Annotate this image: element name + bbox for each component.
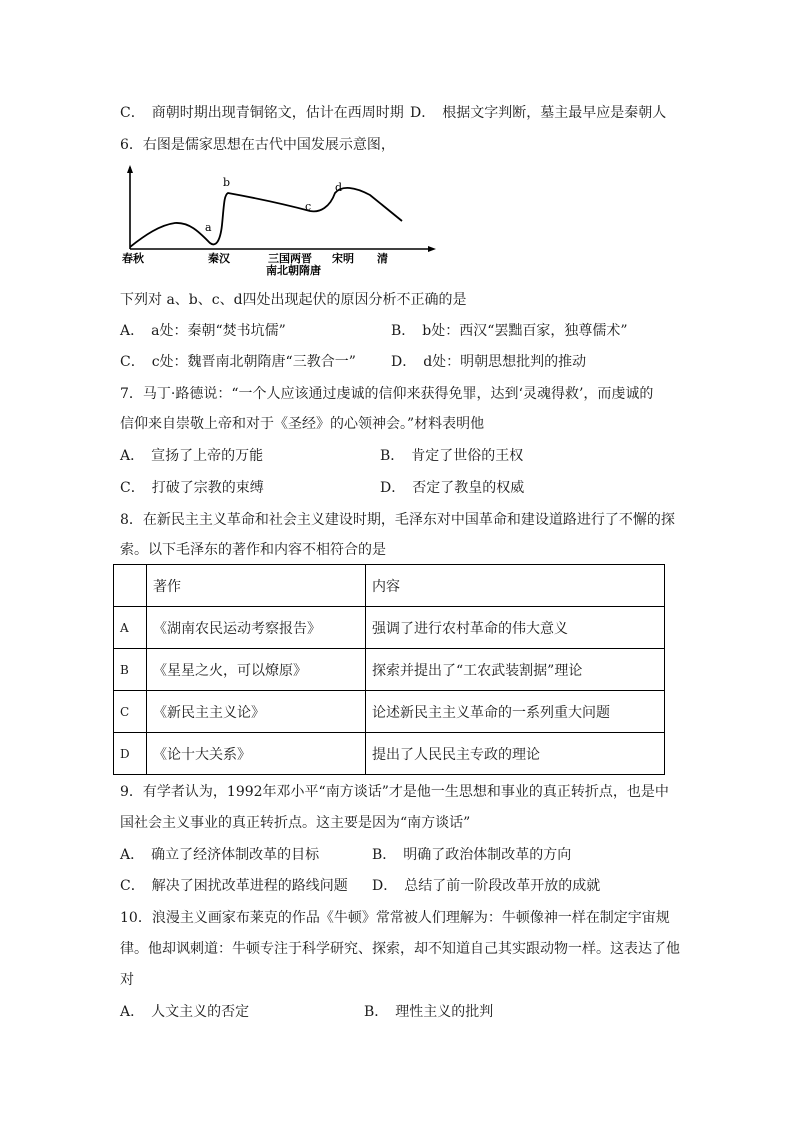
q7-line-1: 7．马丁·路德说：“一个人应该通过虔诚的信仰来获得免罪，达到‘灵魂得救’，而虔诚的 bbox=[120, 386, 654, 402]
q9-option-c: C． 解决了困扰改革进程的路线问题 bbox=[120, 878, 348, 894]
works-content-table bbox=[113, 564, 665, 775]
point-label-d: d bbox=[335, 181, 343, 194]
confucianism-development-chart bbox=[120, 165, 440, 280]
table-row bbox=[114, 691, 665, 733]
period-label: 三国两晋 bbox=[268, 252, 312, 265]
table-cell-work: 《论十大关系》 bbox=[147, 733, 366, 775]
table-row bbox=[114, 607, 665, 649]
period-label: 宋明 bbox=[332, 252, 354, 265]
point-label-b: b bbox=[223, 176, 231, 189]
q7-line-2: 信仰来自崇敬上帝和对于《圣经》的心领神会。”材料表明他 bbox=[120, 416, 485, 432]
q9-line-2: 国社会主义事业的真正转折点。这主要是因为“南方谈话” bbox=[120, 815, 471, 831]
q9-option-b: B． 明确了政治体制改革的方向 bbox=[372, 847, 572, 863]
table-cell-option: C bbox=[114, 691, 147, 733]
q5-option-c: C． 商朝时期出现青铜铭文，估计在西周时期 bbox=[120, 105, 404, 121]
q10-line-3: 对 bbox=[120, 972, 134, 988]
table-cell-content: 探索并提出了“工农武装割据”理论 bbox=[366, 649, 665, 691]
q6-option-b: B． b处：西汉“罢黜百家，独尊儒术” bbox=[391, 323, 628, 339]
q7-option-c: C． 打破了宗教的束缚 bbox=[120, 480, 264, 496]
q8-line-2: 索。以下毛泽东的著作和内容不相符合的是 bbox=[120, 542, 386, 558]
q6-option-d: D． d处：明朝思想批判的推动 bbox=[391, 354, 587, 370]
q10-line-1: 10．浪漫主义画家布莱克的作品《牛顿》常常被人们理解为：牛顿像神一样在制定宇宙规 bbox=[120, 910, 670, 926]
q10-line-2: 律。他却讽刺道：牛顿专注于科学研究、探索，却不知道自己其实跟动物一样。这表达了他 bbox=[120, 941, 680, 957]
q6-option-c: C． c处：魏晋南北朝隋唐“三教合一” bbox=[120, 354, 356, 370]
table-header-cell: 内容 bbox=[366, 565, 665, 607]
period-label: 清 bbox=[377, 252, 388, 265]
q9-option-a: A． 确立了经济体制改革的目标 bbox=[120, 847, 320, 863]
q10-option-a: A． 人文主义的否定 bbox=[120, 1004, 250, 1020]
table-cell-content: 提出了人民民主专政的理论 bbox=[366, 733, 665, 775]
table-header-row bbox=[114, 565, 665, 607]
x-axis-arrow bbox=[428, 246, 436, 252]
q9-option-d: D． 总结了前一阶段改革开放的成就 bbox=[372, 878, 601, 894]
table-cell-option: D bbox=[114, 733, 147, 775]
q7-option-a: A． 宣扬了上帝的万能 bbox=[120, 448, 264, 464]
table-cell-content: 论述新民主主义革命的一系列重大问题 bbox=[366, 691, 665, 733]
table-row bbox=[114, 733, 665, 775]
point-label-a: a bbox=[205, 221, 212, 234]
q6-stem: 6．右图是儒家思想在古代中国发展示意图， bbox=[120, 137, 395, 153]
table-cell-work: 《星星之火，可以燎原》 bbox=[147, 649, 366, 691]
point-label-c: c bbox=[305, 200, 312, 213]
q7-option-d: D． 否定了教皇的权威 bbox=[380, 480, 525, 496]
table-cell-content: 强调了进行农村革命的伟大意义 bbox=[366, 607, 665, 649]
q10-option-b: B． 理性主义的批判 bbox=[364, 1004, 494, 1020]
table-cell-work: 《新民主主义论》 bbox=[147, 691, 366, 733]
table-header-cell: 著作 bbox=[147, 565, 366, 607]
development-curve bbox=[130, 188, 402, 247]
q7-option-b: B． 肯定了世俗的王权 bbox=[380, 448, 524, 464]
table-cell-work: 《湖南农民运动考察报告》 bbox=[147, 607, 366, 649]
table-cell-option: A bbox=[114, 607, 147, 649]
q8-line-1: 8．在新民主主义革命和社会主义建设时期，毛泽东对中国革命和建设道路进行了不懈的探 bbox=[120, 512, 675, 528]
q6-option-a: A． a处：秦朝“焚书坑儒” bbox=[120, 323, 286, 339]
table-row bbox=[114, 649, 665, 691]
period-label: 春秋 bbox=[122, 252, 144, 265]
y-axis-arrow bbox=[127, 165, 133, 173]
q9-line-1: 9．有学者认为，1992年邓小平“南方谈话”才是他一生思想和事业的真正转折点，也是中 bbox=[120, 784, 669, 800]
table-header-cell bbox=[114, 565, 147, 607]
q5-option-d: D． 根据文字判断，墓主最早应是秦朝人 bbox=[410, 105, 667, 121]
period-label: 南北朝隋唐 bbox=[266, 264, 321, 277]
q6-question: 下列对 a、b、c、d四处出现起伏的原因分析不正确的是 bbox=[120, 292, 467, 308]
period-label: 秦汉 bbox=[208, 252, 230, 265]
table-cell-option: B bbox=[114, 649, 147, 691]
